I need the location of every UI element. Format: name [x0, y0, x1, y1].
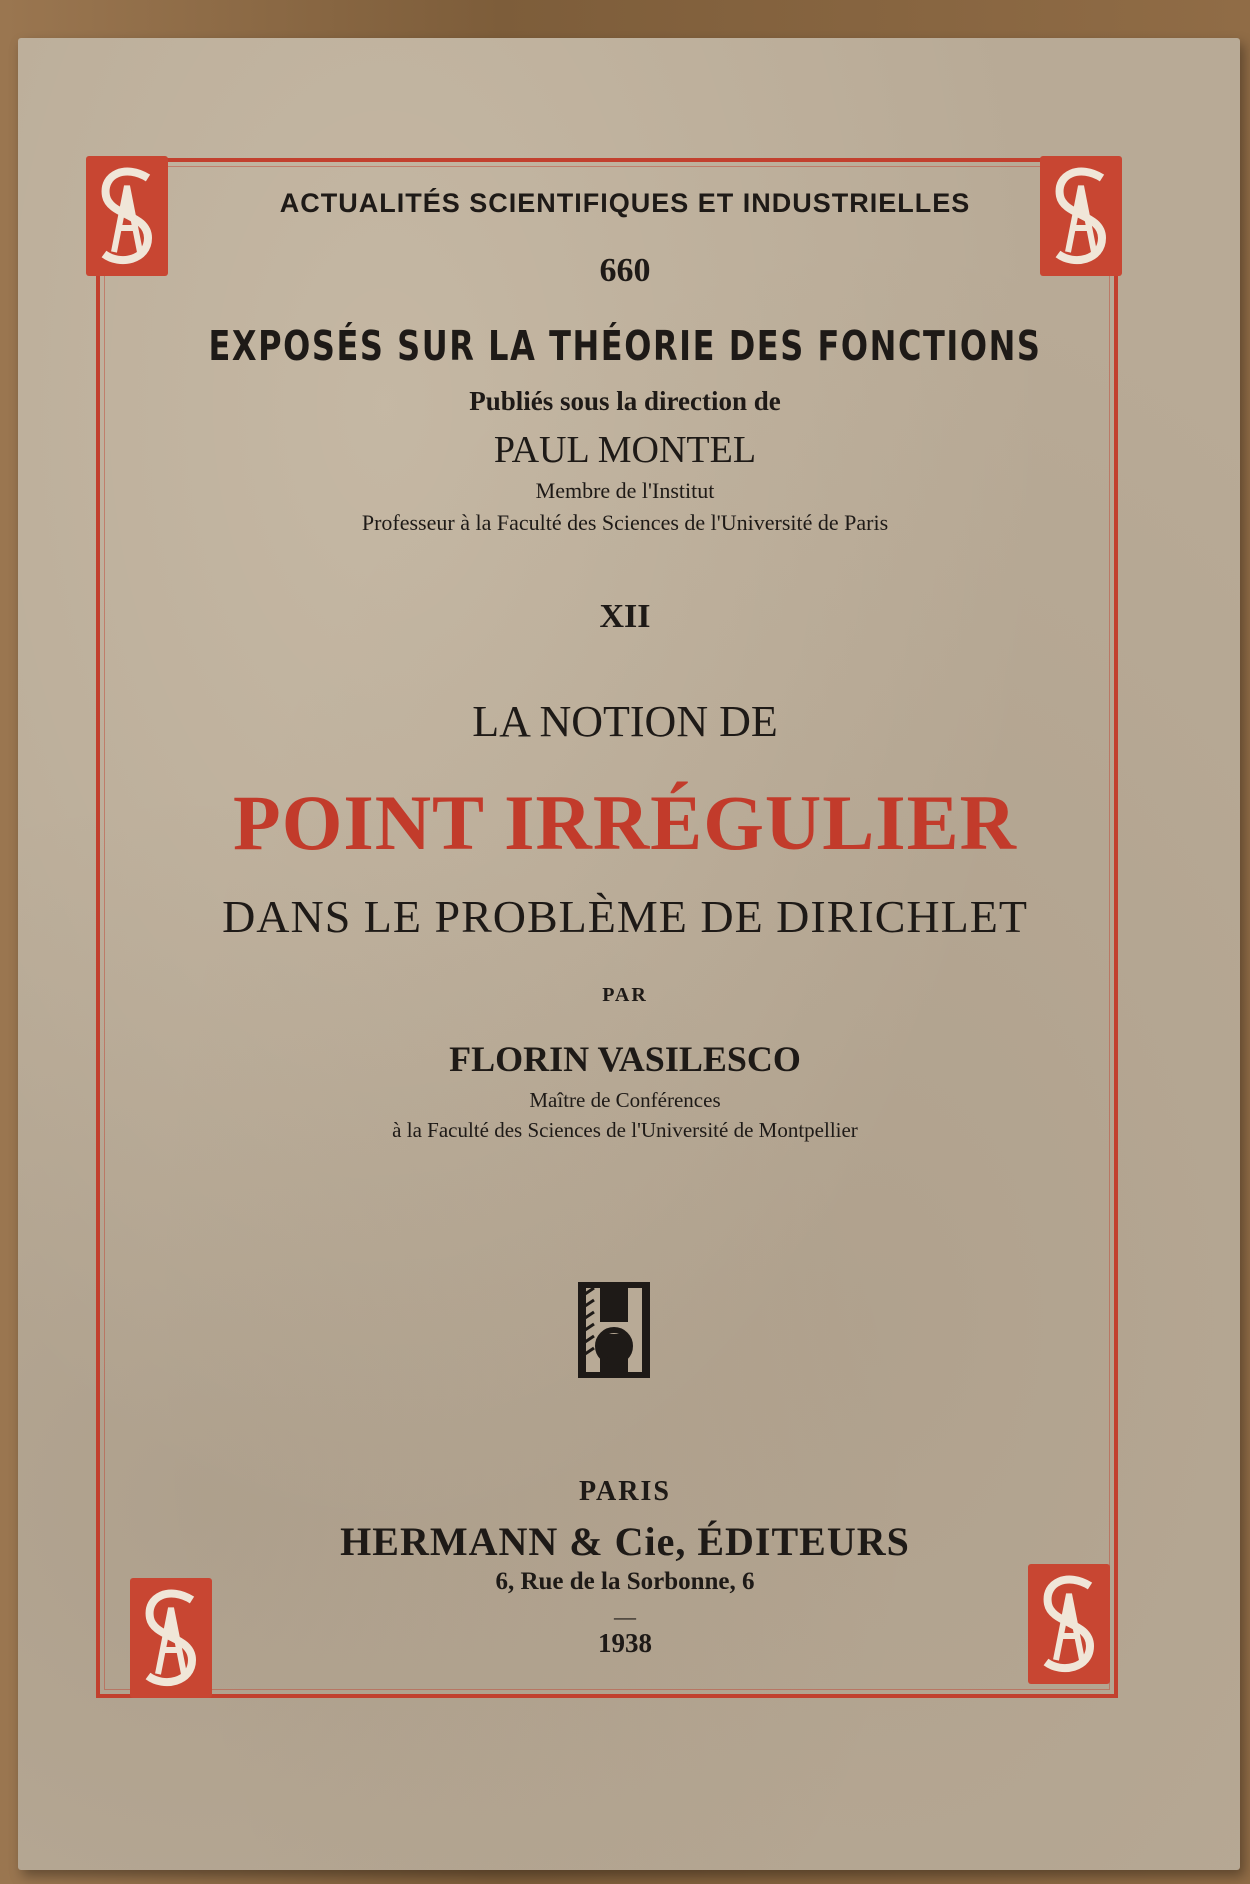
- author-institution: à la Faculté des Sciences de l'Université de Montpellier: [392, 1118, 858, 1142]
- publisher-name: HERMANN & Cie, ÉDITEURS: [340, 1519, 910, 1564]
- publication-year: 1938: [598, 1628, 652, 1658]
- collection-title: EXPOSÉS SUR LA THÉORIE DES FONCTIONS: [208, 322, 1042, 370]
- publisher-city: PARIS: [579, 1476, 671, 1507]
- volume-number: XII: [599, 598, 651, 635]
- title-line-3: DANS LE PROBLÈME DE DIRICHLET: [222, 891, 1028, 942]
- direction-line: Publiés sous la direction de: [469, 386, 781, 416]
- series-name: ACTUALITÉS SCIENTIFIQUES ET INDUSTRIELLES: [279, 188, 971, 218]
- publisher-address: 6, Rue de la Sorbonne, 6: [495, 1568, 755, 1595]
- editor-position: Professeur à la Faculté des Sciences de l'Université de Paris: [361, 510, 889, 535]
- series-number: 660: [599, 252, 651, 289]
- collection-editor: PAUL MONTEL: [493, 429, 757, 471]
- title-line-1: LA NOTION DE: [472, 697, 778, 746]
- editor-membership: Membre de l'Institut: [535, 478, 715, 503]
- by-label: PAR: [602, 984, 648, 1006]
- author-name: FLORIN VASILESCO: [449, 1039, 801, 1079]
- title-line-2: POINT IRRÉGULIER: [233, 779, 1017, 866]
- hermann-monogram-icon: [574, 1278, 654, 1382]
- separator-dash: —: [614, 1604, 636, 1629]
- author-position: Maître de Conférences: [529, 1088, 721, 1112]
